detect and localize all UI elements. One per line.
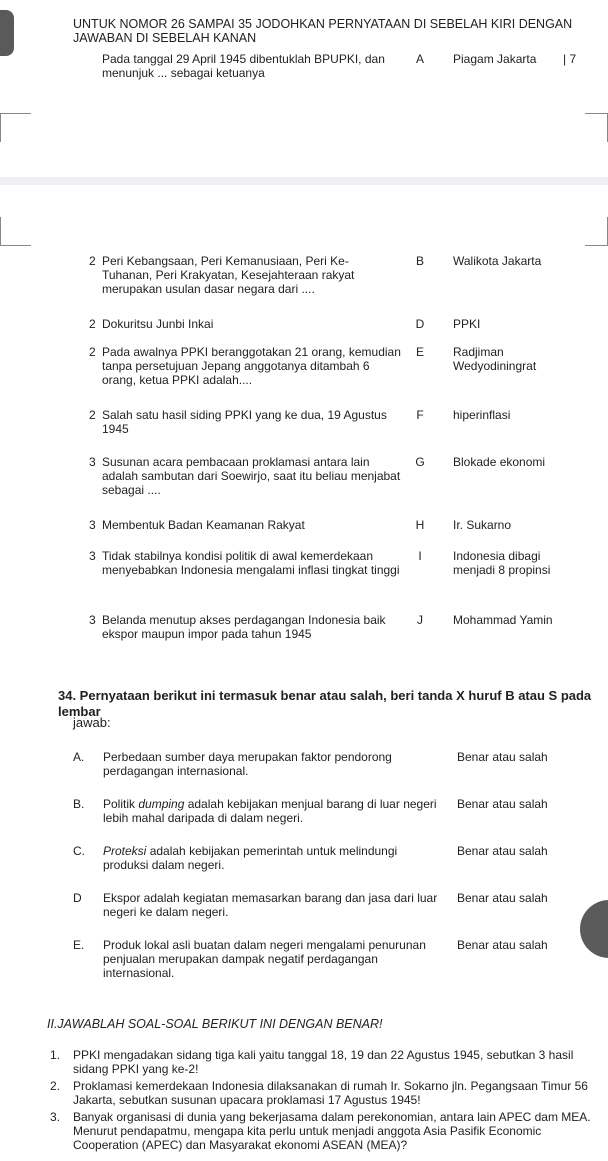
tf-pre: Politik xyxy=(103,797,139,811)
tf-letter: D xyxy=(73,891,82,905)
matching-letter: A xyxy=(415,52,424,66)
matching-letter: I xyxy=(418,549,422,563)
tf-statement xyxy=(103,797,443,825)
essay-question: Proklamasi kemerdekaan Indonesia dilaksanakan di rumah Ir. Sokarno jln. Pegangsaan Timur 56 Jakarta, sebutkan susunan upacara proklamasi 17 Agustus 1945! xyxy=(73,1079,588,1107)
question-34-instruction: 34. Pernyataan berikut ini termasuk benar atau salah, beri tanda X huruf B atau S pada lembar xyxy=(58,688,592,719)
matching-answer: Ir. Sukarno xyxy=(453,518,512,532)
matching-letter: J xyxy=(417,613,423,627)
section-header xyxy=(73,17,573,45)
matching-answer: Radjiman Wedyodiningrat xyxy=(453,345,537,373)
matching-letter: H xyxy=(415,518,425,532)
tf-statement xyxy=(103,938,443,980)
tf-letter: B. xyxy=(73,797,85,811)
matching-letter: G xyxy=(415,455,425,469)
tf-emph: Proteksi xyxy=(103,844,147,858)
matching-question: Membentuk Badan Keamanan Rakyat xyxy=(102,518,305,532)
tf-body: adalah kebijakan menjual barang di luar negeri lebih mahal daripada di dalam negeri. xyxy=(103,797,437,825)
scroll-handle[interactable] xyxy=(580,900,608,958)
matching-question: Peri Kebangsaan, Peri Kemanusiaan, Peri Ke- Tuhanan, Peri Krakyatan, Kesejahteraan rakyat merupakan usulan dasar negara dari .... xyxy=(102,254,355,296)
crop-mark xyxy=(585,113,608,142)
page-gap xyxy=(0,177,608,185)
matching-answer: Blokade ekonomi xyxy=(453,455,546,469)
matching-letter: E xyxy=(415,345,424,359)
tf-answer[interactable]: Benar atau salah xyxy=(457,797,548,811)
matching-number: 2 xyxy=(89,317,96,331)
matching-number: 2 xyxy=(89,408,96,422)
essay-number: 1. xyxy=(50,1048,61,1062)
matching-question: Pada tanggal 29 April 1945 dibentuklah BPUPKI, dan menunjuk ... sebagai ketuanya xyxy=(102,52,385,80)
matching-answer: PPKI xyxy=(453,317,481,331)
matching-number: 3 xyxy=(89,455,96,469)
tf-answer[interactable]: Benar atau salah xyxy=(457,891,548,905)
tf-letter: A. xyxy=(73,750,85,764)
matching-answer: Indonesia dibagi menjadi 8 propinsi xyxy=(453,549,551,577)
essay-number: 3. xyxy=(50,1110,61,1124)
crop-mark xyxy=(0,113,31,142)
matching-letter: B xyxy=(415,254,424,268)
matching-question: Tidak stabilnya kondisi politik di awal kemerdekaan menyebabkan Indonesia mengalami inflasi tingkat tinggi xyxy=(102,549,400,577)
matching-number: 2 xyxy=(89,345,96,359)
page-edge-tab xyxy=(0,10,14,56)
matching-question: Salah satu hasil siding PPKI yang ke dua, 19 Agustus 1945 xyxy=(102,408,387,436)
tf-answer[interactable]: Benar atau salah xyxy=(457,750,548,764)
tf-body: adalah kebijakan pemerintah untuk melindungi produksi dalam negeri. xyxy=(103,844,398,872)
matching-question: Pada awalnya PPKI beranggotakan 21 orang, kemudian tanpa persetujuan Jepang anggotanya ditambah 6 orang, ketua PPKI adalah.... xyxy=(102,345,401,387)
tf-letter: C. xyxy=(73,844,85,858)
matching-question: Susunan acara pembacaan proklamasi antara lain adalah sambutan dari Soewirjo, saat itu beliau menjabat sebagai .... xyxy=(102,455,401,497)
header-line-1: UNTUK NOMOR 26 SAMPAI 35 JODOHKAN PERNYATAAN DI SEBELAH KIRI DENGAN xyxy=(73,17,573,31)
header-line-2: JAWABAN DI SEBELAH KANAN xyxy=(73,31,257,45)
matching-answer: hiperinflasi xyxy=(453,408,511,422)
essay-number: 2. xyxy=(50,1079,61,1093)
tf-emph: dumping xyxy=(138,797,185,811)
matching-number: 3 xyxy=(89,518,96,532)
matching-number: 2 xyxy=(89,254,96,268)
tf-body: Produk lokal asli buatan dalam negeri mengalami penurunan penjualan merupakan dampak negatif perdagangan internasional. xyxy=(103,938,426,980)
matching-number: 3 xyxy=(89,613,96,627)
matching-question: Belanda menutup akses perdagangan Indonesia baik ekspor maupun impor pada tahun 1945 xyxy=(102,613,386,641)
tf-statement xyxy=(103,844,443,872)
crop-mark xyxy=(0,217,31,246)
tf-body: Ekspor adalah kegiatan memasarkan barang dan jasa dari luar negeri ke dalam negeri. xyxy=(103,891,438,919)
matching-question: Dokuritsu Junbi Inkai xyxy=(102,317,214,331)
crop-mark xyxy=(585,217,608,246)
matching-answer: Walikota Jakarta xyxy=(453,254,542,268)
tf-letter: E. xyxy=(73,938,85,952)
section-2-title: II.JAWABLAH SOAL-SOAL BERIKUT INI DENGAN BENAR! xyxy=(47,1017,383,1031)
tf-body: Perbedaan sumber daya merupakan faktor pendorong perdagangan internasional. xyxy=(103,750,392,778)
essay-question: Banyak organisasi di dunia yang bekerjasama dalam perekonomian, antara lain APEC dam MEA. Menurut pendapatmu, mengapa kita perlu untuk menjadi anggota Asia Pasifik Economic Cooperation (APEC) dan Masyarakat ekonomi ASEAN (MEA)? xyxy=(73,1110,591,1152)
tf-statement xyxy=(103,750,443,778)
matching-number: 3 xyxy=(89,549,96,563)
matching-letter: D xyxy=(415,317,425,331)
essay-question: PPKI mengadakan sidang tiga kali yaitu tanggal 18, 19 dan 22 Agustus 1945, sebutkan 3 hasil sidang PPKI yang ke-2! xyxy=(73,1048,574,1076)
matching-letter: F xyxy=(416,408,424,422)
matching-answer: Mohammad Yamin xyxy=(453,613,553,627)
tf-statement xyxy=(103,891,443,919)
tf-answer[interactable]: Benar atau salah xyxy=(457,844,548,858)
tf-answer[interactable]: Benar atau salah xyxy=(457,938,548,952)
matching-answer: Piagam Jakarta xyxy=(453,52,537,66)
page-number: | 7 xyxy=(563,52,577,66)
question-34-instruction-cont: jawab: xyxy=(73,715,111,730)
